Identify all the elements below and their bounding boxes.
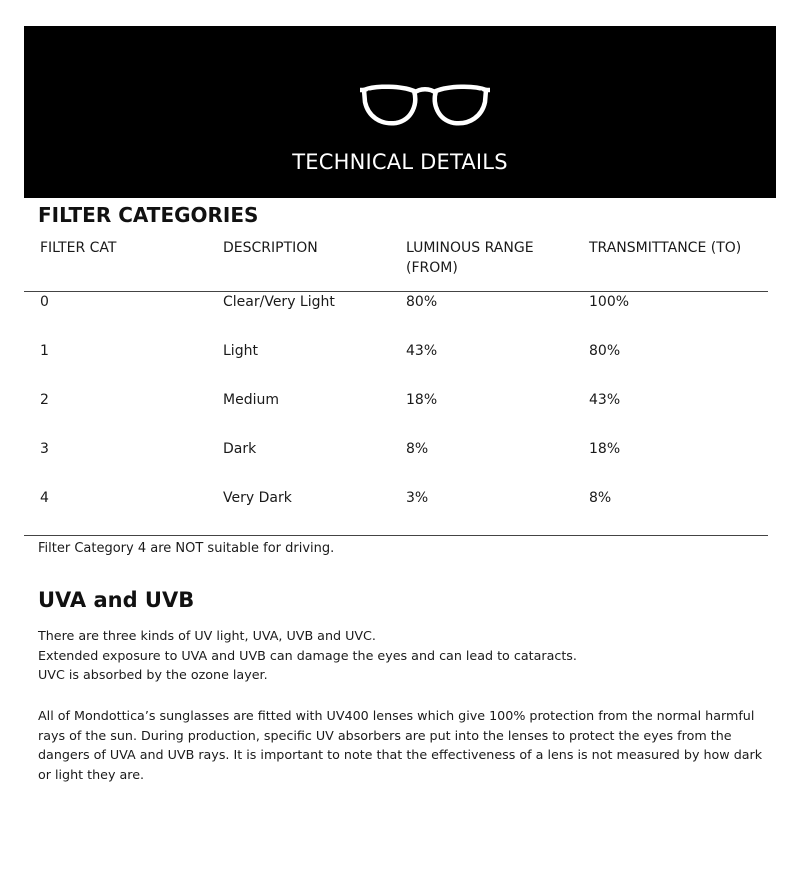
row0-luminous-range: 80%: [406, 294, 438, 310]
row0-filter-cat: 0: [40, 294, 49, 310]
row0-description: Clear/Very Light: [223, 294, 335, 310]
page-title: TECHNICAL DETAILS: [292, 150, 508, 174]
row4-transmittance: 8%: [589, 490, 612, 506]
row1-luminous-range: 43%: [406, 343, 438, 359]
glasses-icon: [358, 82, 492, 128]
column-header-transmittance: TRANSMITTANCE (TO): [589, 240, 742, 256]
uv400-paragraph: All of Mondottica’s sunglasses are fitted with UV400 lenses which give 100% protection from the normal harmful rays of the sun. During production, specific UV absorbers are put into the lenses to protect the eyes from the dangers of UVA and UVB rays. It is important to note that the effectiveness of a lens is not measured by how dark or light they are.: [38, 708, 763, 782]
row4-filter-cat: 4: [40, 490, 49, 506]
row1-transmittance: 80%: [589, 343, 621, 359]
row2-luminous-range: 18%: [406, 392, 438, 408]
table-bottom-divider: [24, 535, 768, 536]
row4-luminous-range: 3%: [406, 490, 429, 506]
uva-uvb-heading: UVA and UVB: [38, 588, 195, 612]
row2-description: Medium: [223, 392, 279, 408]
row2-transmittance: 43%: [589, 392, 621, 408]
column-header-filter-cat: FILTER CAT: [40, 240, 117, 256]
row3-description: Dark: [223, 441, 257, 457]
row3-luminous-range: 8%: [406, 441, 429, 457]
uv-intro-line: There are three kinds of UV light, UVA, UVB and UVC.: [38, 628, 376, 643]
row0-transmittance: 100%: [589, 294, 630, 310]
table-top-divider: [24, 291, 768, 292]
row2-filter-cat: 2: [40, 392, 49, 408]
uv-intro-line: Extended exposure to UVA and UVB can damage the eyes and can lead to cataracts.: [38, 647, 577, 663]
column-header-luminous-range: LUMINOUS RANGE (FROM): [406, 240, 534, 276]
row3-filter-cat: 3: [40, 441, 49, 457]
row1-description: Light: [223, 343, 258, 359]
column-header-description: DESCRIPTION: [223, 240, 318, 256]
header-banner: [24, 26, 776, 198]
row4-description: Very Dark: [223, 490, 292, 506]
uv-intro-line: UVC is absorbed by the ozone layer.: [38, 667, 268, 682]
driving-note: Filter Category 4 are NOT suitable for driving.: [38, 541, 335, 556]
filter-categories-heading: FILTER CATEGORIES: [38, 203, 259, 227]
row1-filter-cat: 1: [40, 343, 49, 359]
row3-transmittance: 18%: [589, 441, 621, 457]
uv-intro-paragraph: [38, 626, 768, 685]
